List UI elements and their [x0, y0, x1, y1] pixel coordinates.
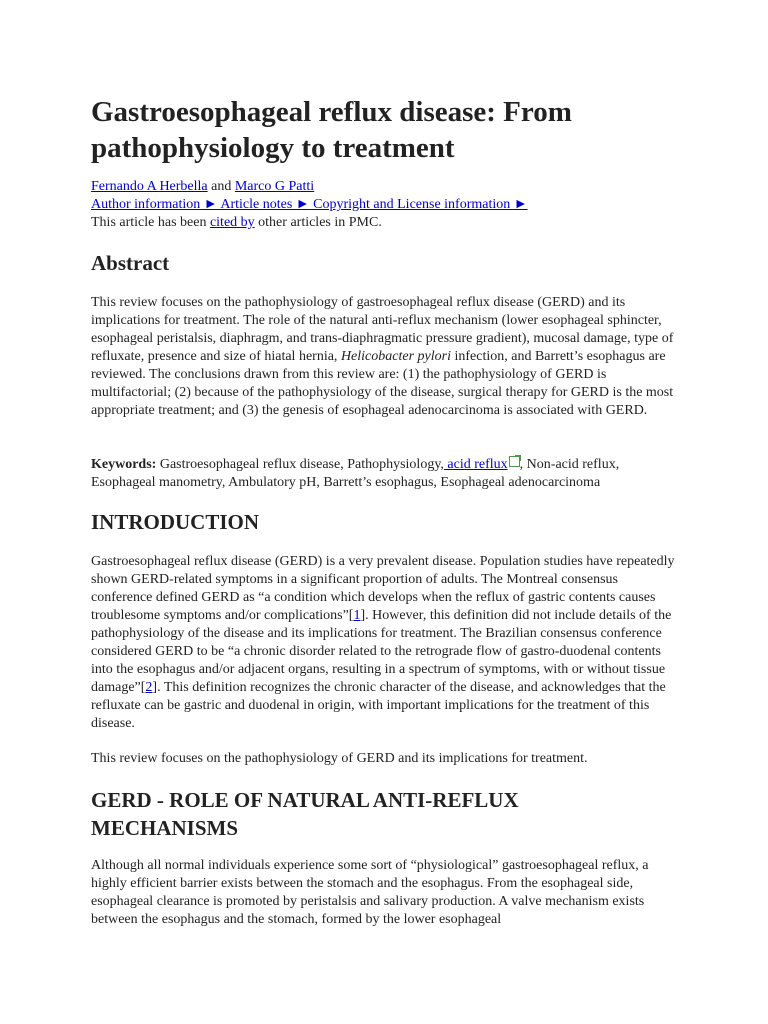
- info-links-line: [91, 196, 691, 214]
- gerd-heading: GERD - ROLE OF NATURAL ANTI-REFLUX MECHANISMS: [91, 788, 519, 840]
- article-meta: [91, 178, 691, 232]
- keywords-pre: Gastroesophageal reflux disease, Pathophysiology,: [156, 457, 444, 472]
- article-notes-link[interactable]: Article notes ►: [217, 197, 310, 212]
- intro-text-b: ]. However, this definition did not include details of the pathophysiology of the disease and its implications for treatment. The Brazilian consensus conference considered GERD to be “a chronic disorder related to the retrograde flow of gastro-duodenal contents into the esophagus and/or adjacent organs, resulting in a spectrum of symptoms, with or without tissue damage”[: [91, 608, 672, 695]
- abstract-text-part2: infection, and Barrett’s esophagus are reviewed. The conclusions drawn from this review are: (1) the pathophysiology of GERD is multifactorial; (2) because of the pathophysiology of the disease, surgical therapy for GERD is the most appropriate treatment; and (3) the genesis of esophageal adenocarcinoma is associated with GERD.: [91, 349, 674, 418]
- cited-post: other articles in PMC.: [254, 215, 382, 230]
- abstract-heading: Abstract: [91, 251, 170, 275]
- copyright-license-link[interactable]: Copyright and License information ►: [309, 197, 528, 212]
- introduction-heading: INTRODUCTION: [91, 510, 260, 534]
- article-title: Gastroesophageal reflux disease: From pathophysiology to treatment: [91, 96, 572, 164]
- author-information-link[interactable]: Author information ►: [91, 197, 218, 212]
- acid-reflux-link-text: acid reflux: [443, 457, 508, 472]
- abstract-text: [91, 294, 681, 420]
- acid-reflux-link[interactable]: [444, 457, 520, 472]
- intro-text-a: Gastroesophageal reflux disease (GERD) is a very prevalent disease. Population studies have repeatedly shown GERD-related symptoms in a significant proportion of adults. The Montreal consensus conference defined GERD as “a condition which develops when the reflux of gastric contents causes troublesome symptoms and/or complications”[: [91, 554, 675, 623]
- intro-text-c: ]. This definition recognizes the chronic character of the disease, and acknowledges that the refluxate can be gastric and duodenal in origin, with important implications for the treatment of this disease.: [91, 680, 666, 731]
- abstract-text-part1: This review focuses on the pathophysiology of gastroesophageal reflux disease (GERD) and its implications for treatment. The role of the natural anti-reflux mechanism (lower esophageal sphincter, esophageal peristalsis, diaphragm, and trans-diaphragmatic pressure gradient), mucosal damage, type of refluxate, presence and size of hiatal hernia,: [91, 295, 674, 364]
- keywords-post: , Non-acid reflux, Esophageal manometry, Ambulatory pH, Barrett’s esophagus, Esophageal adenocarcinoma: [91, 457, 620, 490]
- cited-by-link[interactable]: cited by: [209, 215, 255, 230]
- abstract-italic-term: Helicobacter pylori: [340, 349, 451, 364]
- introduction-paragraph-2: This review focuses on the pathophysiology of GERD and its implications for treatment.: [91, 751, 588, 766]
- cited-pre: This article has been: [91, 215, 210, 230]
- external-link-icon: [509, 456, 520, 467]
- reference-link-1[interactable]: 1: [353, 608, 361, 623]
- reference-link-2[interactable]: 2: [145, 680, 153, 695]
- author-link-patti[interactable]: Marco G Patti: [234, 179, 315, 194]
- keywords-label: Keywords:: [91, 457, 157, 472]
- authors-line: [91, 178, 691, 196]
- gerd-paragraph-1: Although all normal individuals experience some sort of “physiological” gastroesophageal reflux, a highly efficient barrier exists between the stomach and the esophagus. From the esophageal side, esophageal clearance is promoted by peristalsis and salivary production. A valve mechanism exists between the esophagus and the stomach, formed by the lower esophageal: [91, 858, 649, 927]
- cited-by-line: [91, 214, 691, 232]
- authors-and: and: [207, 179, 235, 194]
- introduction-paragraph-1: [91, 553, 681, 733]
- author-link-herbella[interactable]: Fernando A Herbella: [91, 179, 208, 194]
- keywords: [91, 456, 681, 492]
